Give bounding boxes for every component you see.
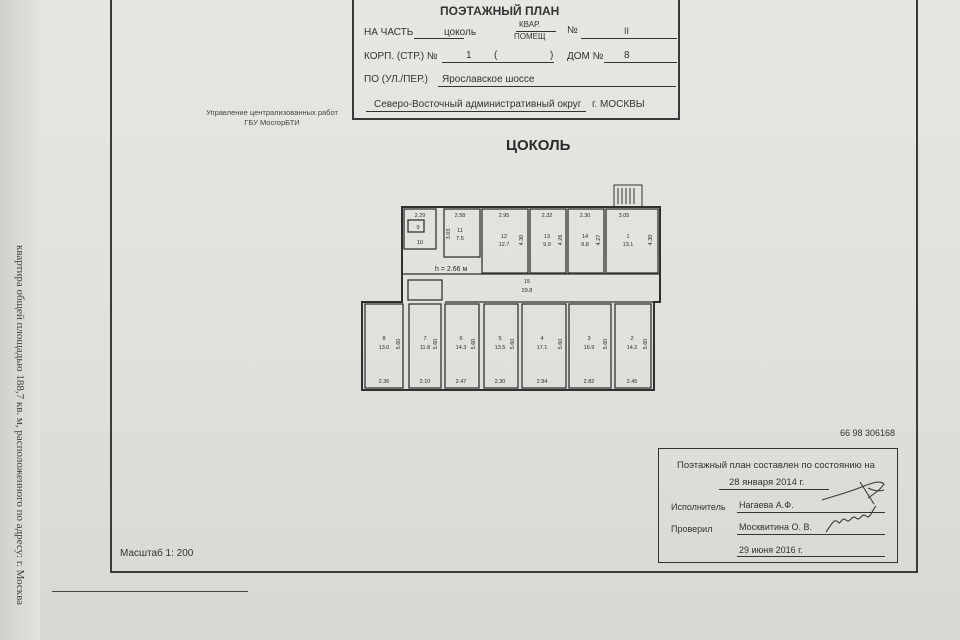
room-5-dim-bottom: 2.30 [494,379,506,385]
dom-line [604,62,677,63]
room-5-dim-side: 5.60 [510,338,516,350]
info-line1: Поэтажный план составлен по состоянию на [677,460,875,471]
org-line2: ГБУ МосгорБТИ [244,118,300,127]
kvar-label-top: КВАР. [519,20,541,29]
info-date1: 28 января 2014 г. [729,477,805,488]
executor-label: Исполнитель [671,502,726,512]
room-13-area: 9.9 [543,242,551,248]
dom-value: 8 [624,50,630,61]
scale-label: Масштаб 1: 200 [120,548,194,559]
dom-label: ДОМ № [567,51,604,62]
no-value: II [624,26,630,36]
room-3-dim-side: 5.60 [603,338,609,350]
signature-icon [820,476,890,538]
checked-label: Проверил [671,524,713,534]
room-12-dim-side: 4.30 [519,234,525,246]
height-label: h = 2.66 м [435,266,468,273]
room-13-dim-side: 4.26 [558,234,564,246]
room-3-no: 3 [587,336,591,342]
okrug-value: Северо-Восточный административный округ [374,99,582,110]
org-line1: Управление централизованных работ [206,108,338,117]
room-7-dim-side: 5.60 [433,338,439,350]
po-value: Ярославское шоссе [442,74,535,85]
no-label: № [567,25,578,36]
room-2-dim-bottom: 2.45 [626,379,638,385]
document-code: 66 98 306168 [840,428,896,438]
na-chast-value: цоколь [444,27,477,38]
korp-value: 1 [466,50,472,61]
room-2-area: 14.2 [626,345,638,351]
korp-paren-open: ( [494,50,498,61]
room-8-dim-bottom: 2.36 [378,379,390,385]
room-3-dim-bottom: 2.82 [583,379,595,385]
room-4-dim-bottom: 2.94 [536,379,548,385]
title-block [352,0,680,120]
room-3-area: 16.9 [583,345,595,351]
room-12-no: 12 [500,234,508,240]
room-9-no: 9 [416,225,420,231]
room-14-no: 14 [581,234,589,240]
room-14-dim-side: 4.27 [596,234,602,246]
na-chast-line [414,38,464,39]
checked-name: Москвитина О. В. [739,522,812,532]
room-6-dim-side: 5.60 [471,338,477,350]
okrug-line [366,111,586,112]
kvar-label-bottom: ПОМЕЩ [514,32,546,41]
room-12-area: 12.7 [498,242,510,248]
city: г. МОСКВЫ [592,99,645,110]
room-1-dim-side: 4.30 [648,234,654,246]
po-line [438,86,676,87]
room-1-dim-top: 3.05 [618,213,630,219]
date2-line [737,556,885,557]
korp-paren-close: ) [550,50,554,61]
po-label: ПО (УЛ./ПЕР.) [364,74,428,85]
room-15-area: 29.8 [521,288,533,294]
room-1-no: 1 [626,234,630,240]
room-11-dim-top: 2.58 [454,213,466,219]
room-8-area: 13.0 [378,345,390,351]
korp-label: КОРП. (СТР.) № [364,51,438,62]
room-11-area: 7.5 [456,236,464,242]
room-14-dim-top: 2.30 [579,213,591,219]
room-6-area: 14.3 [455,345,467,351]
room-4-area: 17.1 [536,345,548,351]
corridor-nook [408,280,442,300]
side-rotated-text: квартира общей площадью 188,7 кв. м, расположенного по адресу: г. Москва [14,245,26,606]
room-11-no: 11 [457,228,463,234]
room-2-dim-side: 5.60 [643,338,649,350]
room-7-area: 11.8 [419,345,431,351]
room-8-dim-side: 5.60 [396,338,402,350]
room-13-dim-top: 2.32 [541,213,553,219]
room-11-dim-side: 3.03 [446,228,452,240]
room-5-area: 13.5 [494,345,506,351]
plan-title: ЦОКОЛЬ [506,137,571,154]
room-7-dim-bottom: 2.10 [419,379,431,385]
no-line [581,38,677,39]
bottom-rule [52,591,248,592]
room-5-no: 5 [498,336,502,342]
room-7-no: 7 [423,336,427,342]
room-1-area: 13.1 [622,242,634,248]
room-4-no: 4 [540,336,544,342]
room-2-no: 2 [630,336,634,342]
info-date2: 29 июня 2016 г. [739,545,803,555]
room-15-no: 15 [523,279,531,285]
floor-plan [360,182,670,394]
korp-line [442,62,554,63]
room-12-dim-top: 2.95 [498,213,510,219]
room-10-no: 10 [416,240,424,246]
room-14-area: 9.8 [581,242,589,248]
title: ПОЭТАЖНЫЙ ПЛАН [440,4,560,18]
room-4-dim-side: 5.60 [558,338,564,350]
room-13-no: 13 [543,234,551,240]
date1-line [719,489,829,490]
executor-name: Нагаева А.Ф. [739,500,794,510]
na-chast-label: НА ЧАСТЬ [364,27,414,38]
room-10-dim-top: 2.29 [414,213,426,219]
organization-stamp [192,108,352,128]
room-8-no: 8 [382,336,386,342]
room-6-no: 6 [459,336,463,342]
room-6-dim-bottom: 2.47 [455,379,467,385]
